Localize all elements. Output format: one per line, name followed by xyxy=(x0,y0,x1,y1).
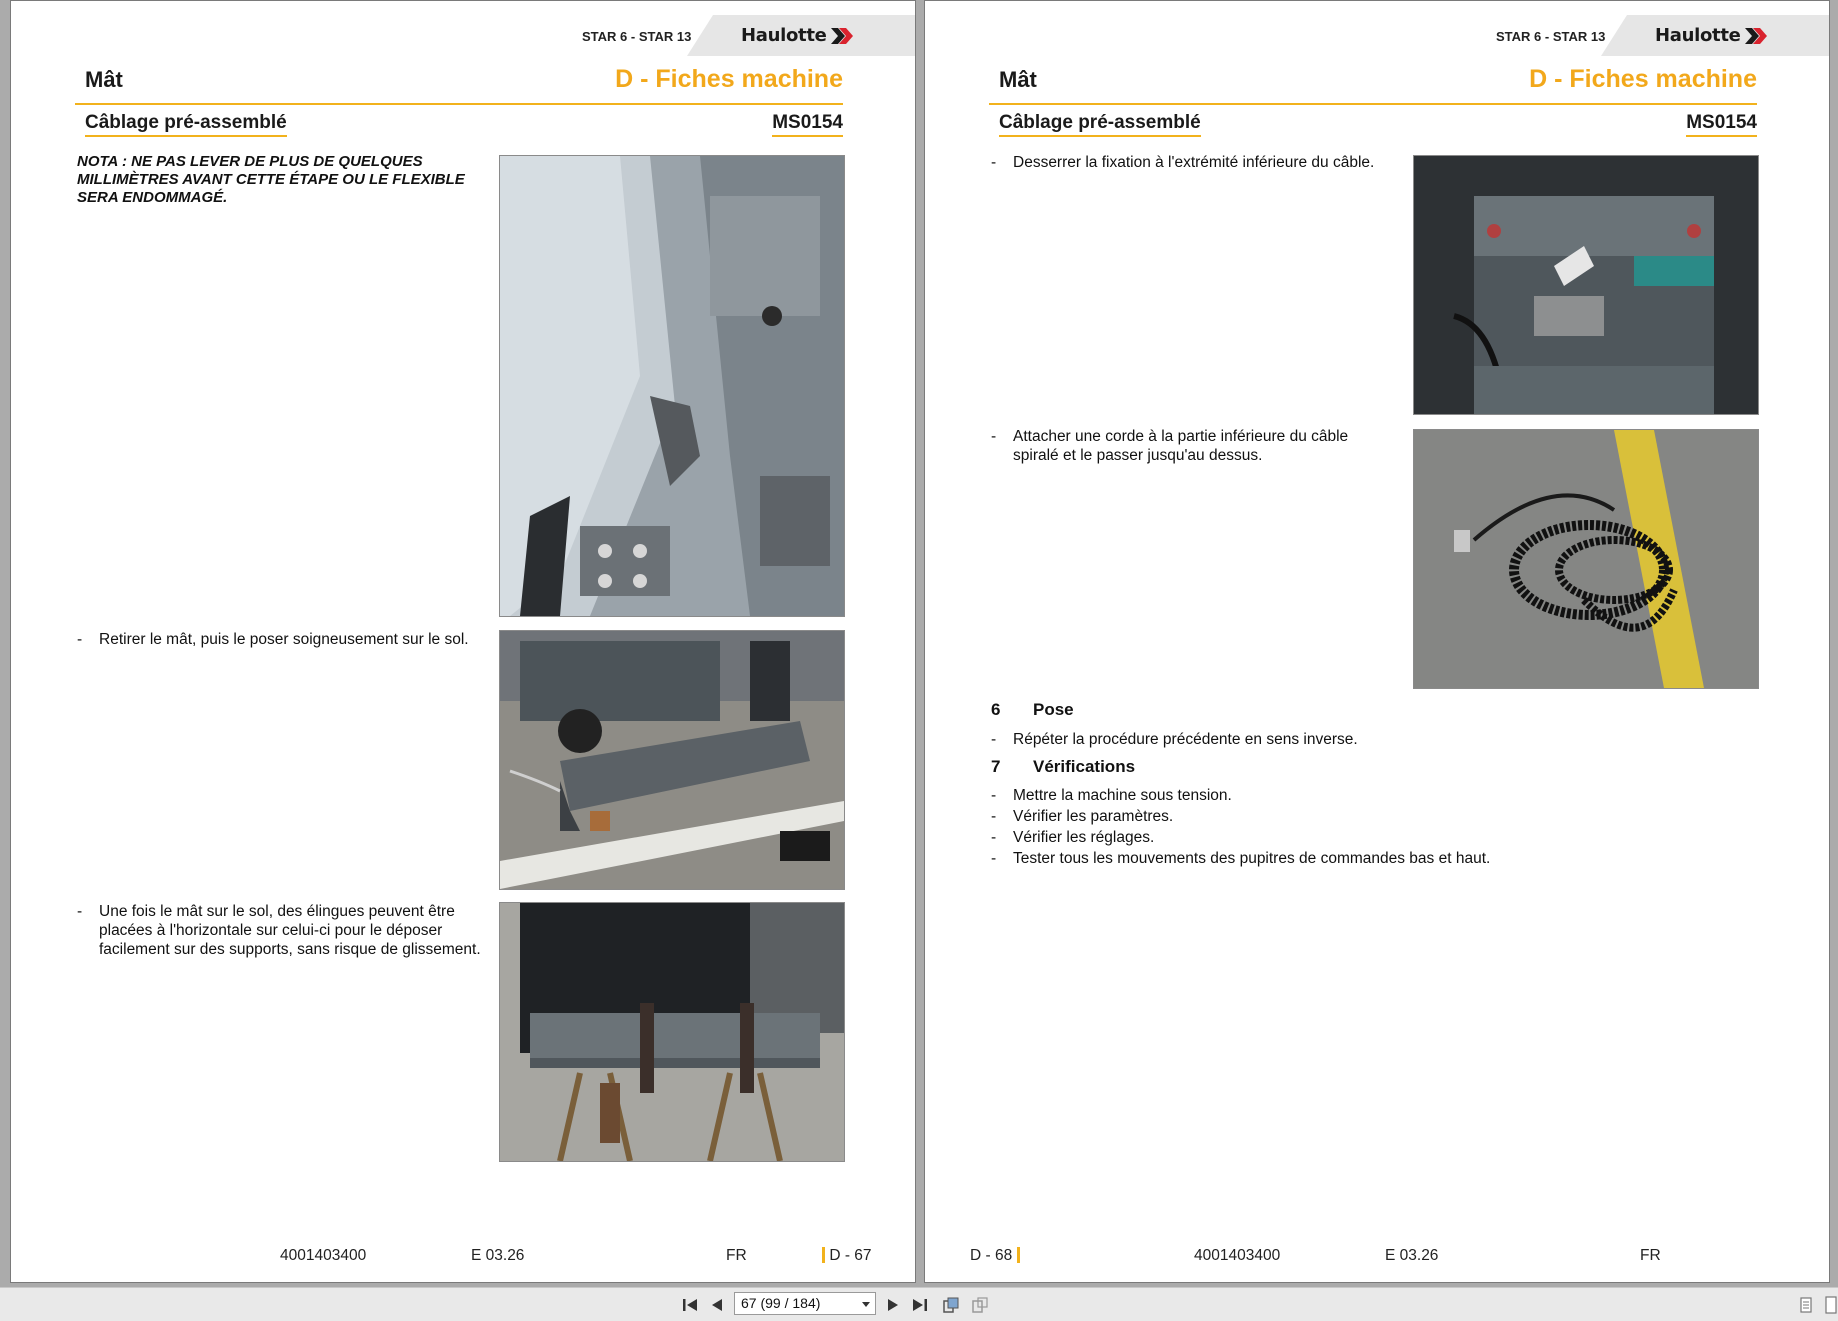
instruction-loosen-fixation: - Desserrer la fixation à l'extrémité inférieure du câble. xyxy=(991,153,1393,172)
instruction-remove-mast: - Retirer le mât, puis le poser soigneusement sur le sol. xyxy=(77,630,499,649)
check-parameters: - Vérifier les paramètres. xyxy=(991,807,1753,826)
page-indicator-text: 67 (99 / 184) xyxy=(741,1295,821,1311)
photo-mast-on-floor xyxy=(499,630,845,890)
page-selector[interactable] xyxy=(734,1292,876,1315)
check-settings: - Vérifier les réglages. xyxy=(991,828,1753,847)
instruction-repeat-reverse: - Répéter la procédure précédente en sens inverse. xyxy=(991,730,1713,749)
section-7-title: Vérifications xyxy=(1033,757,1136,776)
footer-reference: 4001403400 xyxy=(1194,1247,1281,1264)
footer-page-number xyxy=(822,1247,872,1265)
page-d-67 xyxy=(10,0,916,1283)
subsection-title: Câblage pré-assemblé xyxy=(999,112,1201,137)
view-mode-icon[interactable] xyxy=(942,1296,960,1314)
photo-cable-fixation xyxy=(1413,155,1759,415)
page-number-bar xyxy=(822,1247,825,1263)
instruction-slings: - Une fois le mât sur le sol, des élingues peuvent être placées à l'horizontale sur celui-ci pour le déposer facilement sur des supports, sans risque de glissement. xyxy=(77,902,499,959)
brand-name: Haulotte xyxy=(741,25,827,46)
procedure-code: MS0154 xyxy=(772,112,843,137)
section-6-number: 6 xyxy=(991,700,1001,719)
header-model: STAR 6 - STAR 13 xyxy=(582,29,692,44)
warning-note: NOTA : NE PAS LEVER DE PLUS DE QUELQUES MILLIMÈTRES AVANT CETTE ÉTAPE OU LE FLEXIBLE SERA ENDOMMAGÉ. xyxy=(77,153,465,206)
haulotte-logo xyxy=(1655,25,1768,46)
view-mode-alt-icon[interactable] xyxy=(971,1296,989,1314)
subsection-title: Câblage pré-assemblé xyxy=(85,112,287,137)
page-number-text: D - 67 xyxy=(829,1247,872,1264)
section-title: Mât xyxy=(85,67,123,92)
prev-page-icon[interactable] xyxy=(708,1296,726,1314)
chapter-title: D - Fiches machine xyxy=(615,65,843,93)
footer-language: FR xyxy=(1640,1247,1661,1264)
next-page-icon[interactable] xyxy=(884,1296,902,1314)
section-title: Mât xyxy=(999,67,1037,92)
footer-edition: E 03.26 xyxy=(1385,1247,1439,1264)
section-6-title: Pose xyxy=(1033,700,1074,719)
header-model: STAR 6 - STAR 13 xyxy=(1496,29,1606,44)
page-number-bar xyxy=(1017,1247,1020,1263)
chevron-down-icon xyxy=(862,1302,870,1307)
section-header xyxy=(75,65,843,105)
logo-chevron-icon xyxy=(1744,27,1768,45)
single-page-icon[interactable] xyxy=(1797,1296,1815,1314)
instruction-attach-rope: - Attacher une corde à la partie inférieure du câble spiralé et le passer jusqu'au dessus. xyxy=(991,427,1393,465)
page-number-text: D - 68 xyxy=(970,1247,1013,1264)
footer-edition: E 03.26 xyxy=(471,1247,525,1264)
last-page-icon[interactable] xyxy=(911,1296,929,1314)
check-movements: - Tester tous les mouvements des pupitres de commandes bas et haut. xyxy=(991,849,1753,868)
first-page-icon[interactable] xyxy=(681,1296,699,1314)
check-power-on: - Mettre la machine sous tension. xyxy=(991,786,1753,805)
continuous-page-icon[interactable] xyxy=(1822,1296,1838,1314)
procedure-code: MS0154 xyxy=(1686,112,1757,137)
logo-chevron-icon xyxy=(830,27,854,45)
footer-reference: 4001403400 xyxy=(280,1247,367,1264)
page-d-68 xyxy=(924,0,1830,1283)
brand-name: Haulotte xyxy=(1655,25,1741,46)
section-7-number: 7 xyxy=(991,757,1001,776)
photo-mast-on-stands xyxy=(499,902,845,1162)
footer-page-number xyxy=(970,1247,1020,1265)
chapter-title: D - Fiches machine xyxy=(1529,65,1757,93)
footer-language: FR xyxy=(726,1247,747,1264)
navigation-toolbar xyxy=(0,1287,1838,1321)
section-header xyxy=(989,65,1757,105)
haulotte-logo xyxy=(741,25,854,46)
photo-mast-base xyxy=(499,155,845,617)
photo-spiral-cable xyxy=(1413,429,1759,689)
